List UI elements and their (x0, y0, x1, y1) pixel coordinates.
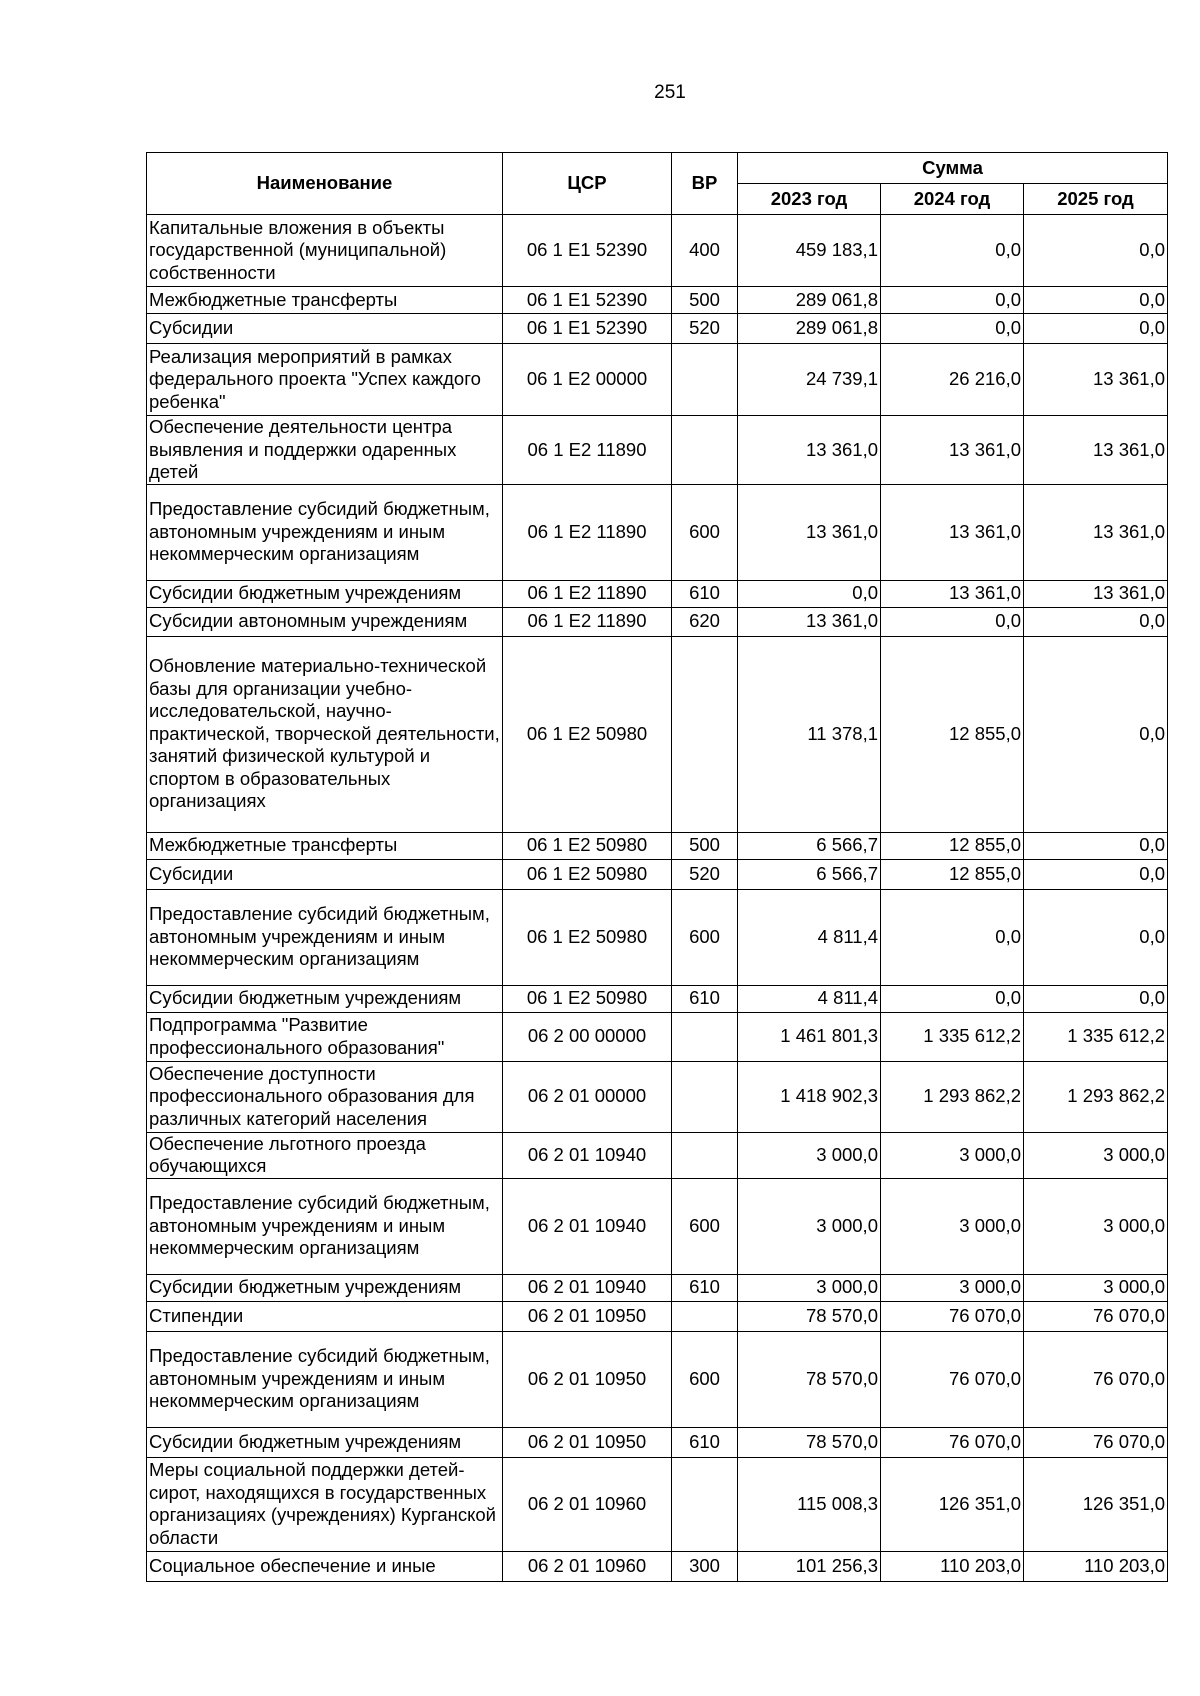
row-csr: 06 2 01 10940 (503, 1178, 672, 1274)
row-name: Субсидии (147, 314, 503, 344)
row-sum-2023: 1 418 902,3 (738, 1061, 881, 1132)
row-name: Субсидии бюджетным учреждениям (147, 1274, 503, 1301)
row-csr: 06 1 Е2 11890 (503, 580, 672, 607)
table-row (147, 1457, 1168, 1551)
row-sum-2025: 1 293 862,2 (1024, 1061, 1168, 1132)
row-sum-2023: 24 739,1 (738, 344, 881, 416)
row-csr: 06 2 01 10950 (503, 1427, 672, 1457)
header-year-2023: 2023 год (738, 184, 881, 215)
row-vr: 600 (672, 1331, 738, 1427)
row-sum-2024: 3 000,0 (881, 1274, 1024, 1301)
row-vr: 400 (672, 215, 738, 287)
row-vr: 610 (672, 580, 738, 607)
row-sum-2024: 76 070,0 (881, 1427, 1024, 1457)
row-name: Межбюджетные трансферты (147, 287, 503, 314)
table-row (147, 484, 1168, 580)
row-sum-2024: 76 070,0 (881, 1331, 1024, 1427)
table-row (147, 287, 1168, 314)
header-vr: ВР (672, 153, 738, 215)
row-csr: 06 1 Е2 50980 (503, 832, 672, 859)
row-csr: 06 1 Е2 50980 (503, 636, 672, 832)
row-sum-2024: 1 335 612,2 (881, 1012, 1024, 1061)
row-name: Предоставление субсидий бюджетным, автономным учреждениям и иным некоммерческим организациям (147, 1331, 503, 1427)
row-sum-2025: 76 070,0 (1024, 1301, 1168, 1331)
row-vr (672, 1457, 738, 1551)
row-vr (672, 344, 738, 416)
header-year-2025: 2025 год (1024, 184, 1168, 215)
row-sum-2024: 76 070,0 (881, 1301, 1024, 1331)
row-sum-2024: 110 203,0 (881, 1551, 1024, 1581)
row-name: Капитальные вложения в объекты государственной (муниципальной) собственности (147, 215, 503, 287)
row-sum-2023: 78 570,0 (738, 1427, 881, 1457)
row-sum-2024: 13 361,0 (881, 580, 1024, 607)
row-sum-2023: 6 566,7 (738, 832, 881, 859)
table-row (147, 1132, 1168, 1178)
row-sum-2025: 13 361,0 (1024, 580, 1168, 607)
row-csr: 06 2 01 10950 (503, 1301, 672, 1331)
row-name: Межбюджетные трансферты (147, 832, 503, 859)
row-sum-2024: 26 216,0 (881, 344, 1024, 416)
table-row (147, 1301, 1168, 1331)
row-sum-2025: 0,0 (1024, 985, 1168, 1012)
row-sum-2024: 0,0 (881, 985, 1024, 1012)
row-sum-2025: 13 361,0 (1024, 484, 1168, 580)
row-sum-2024: 0,0 (881, 607, 1024, 636)
table-row (147, 344, 1168, 416)
table-row (147, 889, 1168, 985)
table-row (147, 607, 1168, 636)
row-sum-2024: 12 855,0 (881, 859, 1024, 889)
row-name: Субсидии бюджетным учреждениям (147, 985, 503, 1012)
row-sum-2024: 0,0 (881, 215, 1024, 287)
row-vr (672, 1012, 738, 1061)
budget-table (146, 152, 1168, 1582)
row-sum-2023: 101 256,3 (738, 1551, 881, 1581)
row-csr: 06 2 00 00000 (503, 1012, 672, 1061)
table-row (147, 1178, 1168, 1274)
table-header (147, 153, 1168, 215)
row-sum-2024: 3 000,0 (881, 1132, 1024, 1178)
row-vr: 610 (672, 1427, 738, 1457)
table-row (147, 314, 1168, 344)
row-sum-2023: 13 361,0 (738, 607, 881, 636)
row-name: Обеспечение льготного проезда обучающихся (147, 1132, 503, 1178)
row-sum-2023: 1 461 801,3 (738, 1012, 881, 1061)
row-name: Меры социальной поддержки детей-сирот, находящихся в государственных организациях (учреждениях) Курганской области (147, 1457, 503, 1551)
row-sum-2023: 6 566,7 (738, 859, 881, 889)
table-row (147, 985, 1168, 1012)
row-vr: 500 (672, 832, 738, 859)
row-vr (672, 1301, 738, 1331)
row-sum-2024: 0,0 (881, 287, 1024, 314)
row-name: Предоставление субсидий бюджетным, автономным учреждениям и иным некоммерческим организациям (147, 1178, 503, 1274)
row-sum-2025: 0,0 (1024, 314, 1168, 344)
row-vr (672, 416, 738, 485)
row-sum-2023: 78 570,0 (738, 1331, 881, 1427)
row-name: Подпрограмма "Развитие профессионального образования" (147, 1012, 503, 1061)
header-name: Наименование (147, 153, 503, 215)
table-row (147, 859, 1168, 889)
row-sum-2024: 0,0 (881, 314, 1024, 344)
row-sum-2025: 1 335 612,2 (1024, 1012, 1168, 1061)
row-sum-2024: 12 855,0 (881, 832, 1024, 859)
table-row (147, 1061, 1168, 1132)
table-row (147, 416, 1168, 485)
table-row (147, 636, 1168, 832)
row-csr: 06 2 01 10960 (503, 1551, 672, 1581)
page-number: 251 (654, 82, 686, 103)
row-sum-2025: 76 070,0 (1024, 1427, 1168, 1457)
header-sum: Сумма (738, 153, 1168, 184)
row-vr: 610 (672, 1274, 738, 1301)
row-sum-2023: 78 570,0 (738, 1301, 881, 1331)
row-sum-2025: 0,0 (1024, 287, 1168, 314)
row-name: Стипендии (147, 1301, 503, 1331)
row-sum-2023: 3 000,0 (738, 1178, 881, 1274)
row-vr: 600 (672, 889, 738, 985)
row-sum-2024: 13 361,0 (881, 416, 1024, 485)
row-sum-2025: 0,0 (1024, 636, 1168, 832)
row-sum-2023: 0,0 (738, 580, 881, 607)
row-sum-2023: 459 183,1 (738, 215, 881, 287)
row-name: Обеспечение деятельности центра выявления и поддержки одаренных детей (147, 416, 503, 485)
row-vr (672, 1061, 738, 1132)
row-sum-2025: 76 070,0 (1024, 1331, 1168, 1427)
row-sum-2024: 0,0 (881, 889, 1024, 985)
row-sum-2025: 0,0 (1024, 889, 1168, 985)
row-csr: 06 1 Е2 50980 (503, 859, 672, 889)
row-sum-2024: 12 855,0 (881, 636, 1024, 832)
row-name: Субсидии бюджетным учреждениям (147, 580, 503, 607)
row-csr: 06 1 Е2 00000 (503, 344, 672, 416)
row-vr: 300 (672, 1551, 738, 1581)
row-sum-2025: 0,0 (1024, 215, 1168, 287)
row-sum-2023: 13 361,0 (738, 484, 881, 580)
row-csr: 06 1 Е1 52390 (503, 215, 672, 287)
row-name: Субсидии бюджетным учреждениям (147, 1427, 503, 1457)
row-sum-2023: 11 378,1 (738, 636, 881, 832)
row-sum-2025: 110 203,0 (1024, 1551, 1168, 1581)
row-vr: 610 (672, 985, 738, 1012)
row-name: Предоставление субсидий бюджетным, автономным учреждениям и иным некоммерческим организациям (147, 889, 503, 985)
row-sum-2023: 4 811,4 (738, 985, 881, 1012)
row-csr: 06 2 01 00000 (503, 1061, 672, 1132)
row-vr: 600 (672, 1178, 738, 1274)
table-row (147, 1012, 1168, 1061)
row-name: Реализация мероприятий в рамках федерального проекта "Успех каждого ребенка" (147, 344, 503, 416)
row-name: Предоставление субсидий бюджетным, автономным учреждениям и иным некоммерческим организациям (147, 484, 503, 580)
row-sum-2023: 289 061,8 (738, 314, 881, 344)
row-csr: 06 1 Е2 50980 (503, 985, 672, 1012)
row-csr: 06 1 Е2 11890 (503, 416, 672, 485)
row-vr (672, 636, 738, 832)
row-csr: 06 1 Е1 52390 (503, 287, 672, 314)
row-vr: 520 (672, 859, 738, 889)
row-sum-2024: 1 293 862,2 (881, 1061, 1024, 1132)
table-row (147, 1274, 1168, 1301)
row-sum-2025: 3 000,0 (1024, 1274, 1168, 1301)
row-sum-2024: 3 000,0 (881, 1178, 1024, 1274)
row-name: Социальное обеспечение и иные (147, 1551, 503, 1581)
row-csr: 06 1 Е2 11890 (503, 607, 672, 636)
table-row (147, 215, 1168, 287)
row-csr: 06 1 Е2 50980 (503, 889, 672, 985)
row-vr: 620 (672, 607, 738, 636)
row-csr: 06 1 Е2 11890 (503, 484, 672, 580)
row-sum-2025: 0,0 (1024, 859, 1168, 889)
row-sum-2024: 13 361,0 (881, 484, 1024, 580)
row-sum-2024: 126 351,0 (881, 1457, 1024, 1551)
row-csr: 06 2 01 10950 (503, 1331, 672, 1427)
table-row (147, 580, 1168, 607)
row-name: Обновление материально-технической базы для организации учебно-исследовательской, научно-практической, творческой деятельности, занятий физической культурой и спортом в образовательных организациях (147, 636, 503, 832)
table-row (147, 1427, 1168, 1457)
row-sum-2023: 3 000,0 (738, 1274, 881, 1301)
header-csr: ЦСР (503, 153, 672, 215)
table-body (147, 215, 1168, 1582)
row-csr: 06 2 01 10940 (503, 1132, 672, 1178)
row-vr: 600 (672, 484, 738, 580)
row-sum-2025: 126 351,0 (1024, 1457, 1168, 1551)
table-row (147, 832, 1168, 859)
row-sum-2023: 289 061,8 (738, 287, 881, 314)
row-sum-2023: 115 008,3 (738, 1457, 881, 1551)
table-row (147, 1331, 1168, 1427)
row-vr (672, 1132, 738, 1178)
row-name: Субсидии автономным учреждениям (147, 607, 503, 636)
row-sum-2025: 0,0 (1024, 607, 1168, 636)
row-sum-2025: 13 361,0 (1024, 416, 1168, 485)
row-csr: 06 2 01 10960 (503, 1457, 672, 1551)
row-sum-2025: 3 000,0 (1024, 1132, 1168, 1178)
row-csr: 06 2 01 10940 (503, 1274, 672, 1301)
row-sum-2025: 3 000,0 (1024, 1178, 1168, 1274)
row-vr: 500 (672, 287, 738, 314)
row-name: Обеспечение доступности профессионального образования для различных категорий населения (147, 1061, 503, 1132)
row-sum-2025: 0,0 (1024, 832, 1168, 859)
row-sum-2025: 13 361,0 (1024, 344, 1168, 416)
row-sum-2023: 3 000,0 (738, 1132, 881, 1178)
header-year-2024: 2024 год (881, 184, 1024, 215)
row-csr: 06 1 Е1 52390 (503, 314, 672, 344)
table-row (147, 1551, 1168, 1581)
row-sum-2023: 4 811,4 (738, 889, 881, 985)
row-sum-2023: 13 361,0 (738, 416, 881, 485)
row-vr: 520 (672, 314, 738, 344)
row-name: Субсидии (147, 859, 503, 889)
